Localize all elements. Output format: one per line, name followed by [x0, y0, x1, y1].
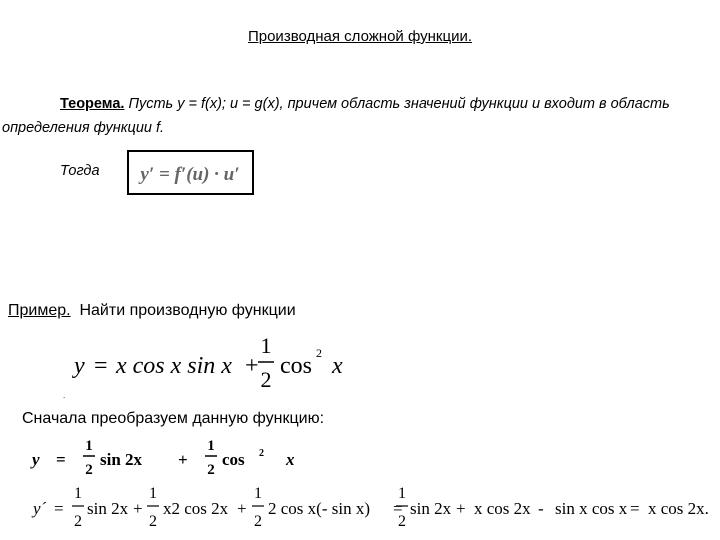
theorem-label: Теорема. — [60, 96, 125, 112]
derivative-f2-num: 1 — [149, 485, 157, 502]
derivative-f3-den: 2 — [254, 513, 262, 530]
then-label: Тогда — [60, 163, 100, 179]
chain-rule-formula-box — [127, 150, 254, 195]
function-plus: + — [245, 353, 259, 379]
derivative-t1: sin 2x — [87, 499, 129, 518]
transformed-power: 2 — [259, 448, 264, 459]
derivative-p3: + — [456, 499, 466, 518]
derivative-p2: + — [237, 499, 247, 518]
derivative-f4-num: 1 — [398, 485, 406, 502]
transformed-den2: 2 — [207, 462, 215, 478]
function-formula — [60, 330, 360, 390]
page-title: Производная сложной функции. — [247, 28, 473, 45]
transformed-lhs: y — [32, 450, 40, 469]
derivative-t7: x cos 2x. — [648, 499, 709, 518]
derivative-f3-num: 1 — [254, 485, 262, 502]
derivative-f1-den: 2 — [74, 513, 82, 530]
derivative-formula — [30, 482, 716, 538]
function-frac-den: 2 — [260, 367, 272, 390]
theorem-text: Пусть y = f(x); u = g(x), причем область значений функции u входит в область определения функции f. — [2, 96, 670, 136]
example-text: Найти производную функции — [79, 302, 296, 319]
derivative-minus: - — [538, 499, 544, 518]
function-term2-arg: x — [332, 353, 343, 379]
transformed-term1: sin 2x — [100, 450, 143, 469]
derivative-f2-den: 2 — [149, 513, 157, 530]
derivative-f4-den: 2 — [398, 513, 406, 530]
derivative-lhs: y´ — [33, 499, 47, 518]
transformed-arg: x — [286, 450, 295, 469]
derivative-eq1: = — [54, 499, 64, 518]
derivative-t2: x2 cos 2x — [163, 499, 229, 518]
function-term2: cos — [280, 353, 312, 379]
chain-rule-formula — [129, 152, 252, 193]
derivative-t5: x cos 2x — [474, 499, 531, 518]
transformed-plus: + — [178, 450, 188, 469]
derivative-t4: sin 2x — [410, 499, 452, 518]
function-lhs: y — [74, 353, 85, 379]
transformed-formula — [30, 434, 320, 482]
example-line — [8, 302, 296, 320]
function-eq: = — [94, 353, 108, 379]
derivative-t6: sin x cos x — [555, 499, 628, 518]
derivative-t3: 2 cos x(- sin x) — [268, 499, 370, 518]
stray-dot: . — [63, 391, 66, 400]
function-term1: x cos x sin x — [116, 353, 232, 379]
derivative-f1-num: 1 — [74, 485, 82, 502]
transformed-term2: cos — [222, 450, 245, 469]
function-frac-num: 1 — [260, 333, 272, 358]
transformed-num1: 1 — [85, 438, 93, 454]
transformed-num2: 1 — [207, 438, 215, 454]
transformed-eq: = — [56, 450, 66, 469]
example-label: Пример. — [8, 302, 71, 319]
theorem-paragraph — [2, 92, 718, 140]
derivative-p1: + — [133, 499, 143, 518]
function-power: 2 — [316, 346, 322, 360]
derivative-eq2: = — [393, 499, 403, 518]
derivative-eq3: = — [630, 499, 640, 518]
chain-rule-text: y′ = f′(u) · u′ — [140, 164, 240, 185]
transformed-den1: 2 — [85, 462, 93, 478]
first-transform-text: Сначала преобразуем данную функцию: — [22, 410, 325, 427]
